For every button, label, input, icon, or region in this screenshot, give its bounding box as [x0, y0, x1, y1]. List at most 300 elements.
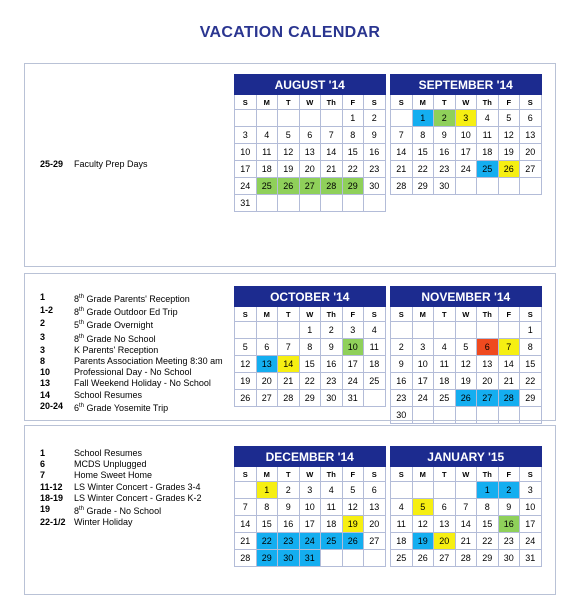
- day-cell: [299, 195, 321, 212]
- week-row: [235, 356, 386, 373]
- day-cell: 13: [520, 127, 542, 144]
- day-cell: 6: [434, 499, 456, 516]
- event-item: [40, 482, 202, 493]
- day-cell: 29: [520, 390, 542, 407]
- weekday-label: W: [455, 95, 477, 110]
- day-cell: 15: [256, 516, 278, 533]
- day-cell: 7: [455, 499, 477, 516]
- event-text: 6th Grade Yosemite Trip: [74, 402, 169, 413]
- day-cell: 1: [342, 110, 364, 127]
- day-cell: 11: [434, 356, 456, 373]
- day-cell: 25: [256, 178, 278, 195]
- weekday-label: T: [434, 307, 456, 322]
- event-text: K Parents' Reception: [74, 344, 159, 355]
- week-row: [391, 339, 542, 356]
- weekday-label: S: [364, 95, 386, 110]
- day-cell: 14: [455, 516, 477, 533]
- weekday-label: S: [391, 307, 413, 322]
- day-cell: 27: [434, 550, 456, 567]
- day-cell: 13: [364, 499, 386, 516]
- weekday-label: S: [520, 467, 542, 482]
- week-row: [391, 161, 542, 178]
- day-cell: [364, 390, 386, 407]
- event-date: 3: [40, 344, 46, 355]
- day-cell: 24: [455, 161, 477, 178]
- day-cell: 31: [520, 550, 542, 567]
- day-cell: 10: [412, 356, 434, 373]
- month-title: DECEMBER '14: [235, 447, 386, 467]
- weekday-label: F: [498, 467, 520, 482]
- day-cell: 30: [321, 390, 343, 407]
- weekday-label: S: [391, 95, 413, 110]
- day-cell: 22: [412, 161, 434, 178]
- day-cell: 28: [391, 178, 413, 195]
- day-cell: [391, 322, 413, 339]
- day-cell: 26: [455, 390, 477, 407]
- event-text: 8th Grade No School: [74, 333, 156, 344]
- day-cell: 4: [477, 110, 499, 127]
- day-cell: 16: [498, 516, 520, 533]
- day-cell: 15: [412, 144, 434, 161]
- day-cell: 23: [278, 533, 300, 550]
- weekday-label: M: [256, 307, 278, 322]
- event-text: Winter Holiday: [74, 517, 133, 528]
- event-item: [40, 493, 202, 504]
- weekday-label: Th: [477, 307, 499, 322]
- day-cell: 17: [235, 161, 257, 178]
- day-cell: [477, 322, 499, 339]
- day-cell: [299, 110, 321, 127]
- day-cell: 31: [299, 550, 321, 567]
- calendar-panel-oct-nov: [24, 273, 556, 421]
- day-cell: 23: [434, 161, 456, 178]
- weekday-label: T: [434, 95, 456, 110]
- day-cell: 21: [235, 533, 257, 550]
- day-cell: 28: [455, 550, 477, 567]
- day-cell: 2: [498, 482, 520, 499]
- day-cell: 23: [364, 161, 386, 178]
- day-cell: 7: [278, 339, 300, 356]
- day-cell: 7: [321, 127, 343, 144]
- weekday-label: W: [299, 467, 321, 482]
- weekday-label: F: [342, 95, 364, 110]
- month-title: JANUARY '15: [391, 447, 542, 467]
- day-cell: 17: [412, 373, 434, 390]
- day-cell: [391, 482, 413, 499]
- weekday-label: S: [520, 95, 542, 110]
- weekday-label: M: [256, 95, 278, 110]
- day-cell: 19: [342, 516, 364, 533]
- event-text: LS Winter Concert - Grades K-2: [74, 492, 202, 503]
- day-cell: 19: [235, 373, 257, 390]
- weekday-label: F: [498, 95, 520, 110]
- weekday-label: S: [235, 95, 257, 110]
- day-cell: 10: [299, 499, 321, 516]
- weekday-label: S: [235, 467, 257, 482]
- page-title: VACATION CALENDAR: [199, 24, 381, 41]
- day-cell: 2: [434, 110, 456, 127]
- event-text: 8th Grade Outdoor Ed Trip: [74, 307, 178, 318]
- day-cell: 17: [299, 516, 321, 533]
- day-cell: 4: [434, 339, 456, 356]
- week-row: [391, 356, 542, 373]
- day-cell: 24: [520, 533, 542, 550]
- day-cell: 4: [321, 482, 343, 499]
- weekday-label: Th: [477, 467, 499, 482]
- day-cell: 7: [498, 339, 520, 356]
- day-cell: [278, 110, 300, 127]
- day-cell: 8: [299, 339, 321, 356]
- event-date: 1: [40, 292, 46, 302]
- weekday-label: Th: [477, 95, 499, 110]
- day-cell: 15: [477, 516, 499, 533]
- day-cell: 6: [364, 482, 386, 499]
- week-row: [235, 161, 386, 178]
- day-cell: 1: [256, 482, 278, 499]
- day-cell: 3: [455, 110, 477, 127]
- day-cell: 20: [364, 516, 386, 533]
- day-cell: 25: [364, 373, 386, 390]
- event-text: 5th Grade Overnight: [74, 320, 154, 331]
- event-text: Parents Association Meeting 8:30 am: [74, 356, 223, 367]
- calendar-panel-aug-sep: [24, 63, 556, 267]
- weekday-label: M: [412, 307, 434, 322]
- weekday-label: T: [278, 467, 300, 482]
- day-cell: 23: [391, 390, 413, 407]
- day-cell: 9: [434, 127, 456, 144]
- weekday-label: W: [455, 467, 477, 482]
- event-item: [40, 356, 223, 367]
- day-cell: 31: [342, 390, 364, 407]
- week-row: [391, 516, 542, 533]
- event-item: [40, 159, 148, 170]
- day-cell: 5: [235, 339, 257, 356]
- day-cell: 9: [391, 356, 413, 373]
- day-cell: 18: [477, 144, 499, 161]
- event-item: [40, 401, 223, 414]
- week-row: [235, 127, 386, 144]
- day-cell: 9: [498, 499, 520, 516]
- day-cell: 6: [520, 110, 542, 127]
- weekday-label: F: [342, 307, 364, 322]
- day-cell: [434, 322, 456, 339]
- day-cell: 21: [278, 373, 300, 390]
- day-cell: [434, 407, 456, 424]
- day-cell: 4: [364, 322, 386, 339]
- day-cell: [520, 407, 542, 424]
- event-date: 8: [40, 356, 46, 367]
- day-cell: 12: [412, 516, 434, 533]
- day-cell: 27: [520, 161, 542, 178]
- event-text: Home Sweet Home: [74, 470, 153, 481]
- day-cell: 2: [391, 339, 413, 356]
- event-item: [40, 448, 202, 459]
- day-cell: 1: [299, 322, 321, 339]
- day-cell: 27: [256, 390, 278, 407]
- event-text: School Resumes: [74, 448, 143, 458]
- day-cell: 3: [520, 482, 542, 499]
- weekday-label: S: [391, 467, 413, 482]
- week-row: [235, 322, 386, 339]
- day-cell: [321, 550, 343, 567]
- day-cell: 2: [321, 322, 343, 339]
- day-cell: 14: [321, 144, 343, 161]
- day-cell: [364, 550, 386, 567]
- day-cell: 1: [477, 482, 499, 499]
- event-item: [40, 378, 223, 389]
- day-cell: [321, 195, 343, 212]
- day-cell: [235, 110, 257, 127]
- event-list: [40, 448, 202, 528]
- day-cell: [498, 178, 520, 195]
- event-item: [40, 292, 223, 305]
- day-cell: 4: [256, 127, 278, 144]
- day-cell: 11: [364, 339, 386, 356]
- day-cell: 29: [342, 178, 364, 195]
- day-cell: 18: [256, 161, 278, 178]
- day-cell: 24: [412, 390, 434, 407]
- day-cell: 21: [498, 373, 520, 390]
- event-list: [40, 159, 148, 170]
- day-cell: 18: [364, 356, 386, 373]
- event-text: 8th Grade - No School: [74, 506, 162, 517]
- day-cell: 12: [342, 499, 364, 516]
- day-cell: 30: [434, 178, 456, 195]
- day-cell: 14: [278, 356, 300, 373]
- day-cell: 22: [342, 161, 364, 178]
- day-cell: 20: [477, 373, 499, 390]
- day-cell: 13: [477, 356, 499, 373]
- day-cell: 18: [391, 533, 413, 550]
- week-row: [391, 482, 542, 499]
- day-cell: 21: [321, 161, 343, 178]
- week-row: [235, 110, 386, 127]
- day-cell: 3: [235, 127, 257, 144]
- event-date: 10: [40, 367, 51, 378]
- day-cell: 29: [256, 550, 278, 567]
- weekday-label: M: [256, 467, 278, 482]
- day-cell: 28: [321, 178, 343, 195]
- day-cell: 29: [477, 550, 499, 567]
- day-cell: 19: [412, 533, 434, 550]
- week-row: [235, 390, 386, 407]
- day-cell: 24: [342, 373, 364, 390]
- week-row: [391, 322, 542, 339]
- day-cell: 16: [278, 516, 300, 533]
- day-cell: 13: [256, 356, 278, 373]
- day-cell: 10: [520, 499, 542, 516]
- day-cell: 9: [321, 339, 343, 356]
- weekday-label: F: [342, 467, 364, 482]
- month-calendar: [234, 286, 386, 407]
- day-cell: 6: [477, 339, 499, 356]
- event-text: Fall Weekend Holiday - No School: [74, 378, 211, 389]
- week-row: [235, 550, 386, 567]
- day-cell: 7: [391, 127, 413, 144]
- day-cell: 27: [299, 178, 321, 195]
- day-cell: [412, 407, 434, 424]
- day-cell: 28: [235, 550, 257, 567]
- month-calendar: [390, 446, 542, 567]
- week-row: [391, 533, 542, 550]
- day-cell: 10: [235, 144, 257, 161]
- day-cell: 13: [299, 144, 321, 161]
- event-list: [40, 292, 223, 414]
- day-cell: 30: [498, 550, 520, 567]
- day-cell: 8: [256, 499, 278, 516]
- day-cell: [256, 322, 278, 339]
- month-title: NOVEMBER '14: [391, 287, 542, 307]
- day-cell: 4: [391, 499, 413, 516]
- day-cell: 31: [235, 195, 257, 212]
- event-date: 11-12: [40, 481, 63, 492]
- day-cell: 26: [278, 178, 300, 195]
- event-text: School Resumes: [74, 389, 143, 400]
- day-cell: [455, 322, 477, 339]
- weekday-label: W: [455, 307, 477, 322]
- day-cell: 18: [434, 373, 456, 390]
- day-cell: 1: [520, 322, 542, 339]
- day-cell: [455, 482, 477, 499]
- day-cell: [321, 110, 343, 127]
- day-cell: 6: [299, 127, 321, 144]
- day-cell: 30: [364, 178, 386, 195]
- weekday-label: W: [299, 95, 321, 110]
- event-date: 13: [40, 378, 51, 389]
- day-cell: 30: [391, 407, 413, 424]
- day-cell: 16: [391, 373, 413, 390]
- week-row: [235, 499, 386, 516]
- day-cell: [498, 407, 520, 424]
- day-cell: 20: [299, 161, 321, 178]
- month-calendar: [234, 446, 386, 567]
- day-cell: 12: [455, 356, 477, 373]
- week-row: [235, 195, 386, 212]
- week-row: [391, 407, 542, 424]
- event-item: [40, 332, 223, 345]
- day-cell: [455, 178, 477, 195]
- day-cell: 3: [299, 482, 321, 499]
- day-cell: 8: [477, 499, 499, 516]
- weekday-label: T: [278, 95, 300, 110]
- week-row: [235, 482, 386, 499]
- day-cell: [235, 482, 257, 499]
- event-date: 7: [40, 470, 46, 481]
- weekday-label: T: [434, 467, 456, 482]
- day-cell: 26: [342, 533, 364, 550]
- week-row: [391, 373, 542, 390]
- event-item: [40, 504, 202, 517]
- day-cell: [364, 195, 386, 212]
- event-item: [40, 459, 202, 470]
- day-cell: 5: [412, 499, 434, 516]
- day-cell: 27: [364, 533, 386, 550]
- day-cell: 25: [391, 550, 413, 567]
- month-calendar: [390, 74, 542, 195]
- day-cell: 11: [391, 516, 413, 533]
- day-cell: 3: [412, 339, 434, 356]
- week-row: [391, 144, 542, 161]
- day-cell: 7: [235, 499, 257, 516]
- day-cell: [278, 322, 300, 339]
- weekday-label: S: [235, 307, 257, 322]
- day-cell: 5: [342, 482, 364, 499]
- day-cell: 14: [235, 516, 257, 533]
- day-cell: [434, 482, 456, 499]
- day-cell: 12: [498, 127, 520, 144]
- event-item: [40, 345, 223, 356]
- month-calendar: [234, 74, 386, 212]
- day-cell: 3: [342, 322, 364, 339]
- week-row: [235, 339, 386, 356]
- day-cell: 15: [520, 356, 542, 373]
- day-cell: [391, 110, 413, 127]
- day-cell: 26: [235, 390, 257, 407]
- week-row: [235, 373, 386, 390]
- day-cell: 20: [434, 533, 456, 550]
- day-cell: 24: [299, 533, 321, 550]
- weekday-label: M: [412, 95, 434, 110]
- day-cell: 18: [321, 516, 343, 533]
- week-row: [391, 110, 542, 127]
- event-item: [40, 318, 223, 331]
- day-cell: 22: [520, 373, 542, 390]
- day-cell: 19: [498, 144, 520, 161]
- weekday-label: Th: [321, 95, 343, 110]
- day-cell: 16: [364, 144, 386, 161]
- event-date: 3: [40, 331, 46, 342]
- day-cell: 26: [498, 161, 520, 178]
- week-row: [235, 178, 386, 195]
- weekday-label: F: [498, 307, 520, 322]
- day-cell: 12: [278, 144, 300, 161]
- day-cell: 1: [412, 110, 434, 127]
- day-cell: 23: [498, 533, 520, 550]
- day-cell: 20: [256, 373, 278, 390]
- day-cell: 14: [391, 144, 413, 161]
- day-cell: 28: [278, 390, 300, 407]
- day-cell: 5: [278, 127, 300, 144]
- day-cell: 24: [235, 178, 257, 195]
- day-cell: 22: [299, 373, 321, 390]
- event-date: 22-1/2: [40, 517, 66, 528]
- event-item: [40, 305, 223, 318]
- weekday-label: Th: [321, 307, 343, 322]
- event-date: 20-24: [40, 400, 64, 411]
- event-date: 6: [40, 459, 46, 470]
- month-title: SEPTEMBER '14: [391, 75, 542, 95]
- event-item: [40, 390, 223, 401]
- event-date: 1: [40, 448, 46, 458]
- day-cell: 13: [434, 516, 456, 533]
- day-cell: 19: [278, 161, 300, 178]
- weekday-label: W: [299, 307, 321, 322]
- month-title: AUGUST '14: [235, 75, 386, 95]
- day-cell: 17: [342, 356, 364, 373]
- event-text: Faculty Prep Days: [74, 159, 148, 169]
- day-cell: 21: [455, 533, 477, 550]
- day-cell: [278, 195, 300, 212]
- day-cell: 6: [256, 339, 278, 356]
- event-date: 19: [40, 504, 51, 515]
- day-cell: 30: [278, 550, 300, 567]
- day-cell: 9: [278, 499, 300, 516]
- day-cell: [498, 322, 520, 339]
- event-date: 14: [40, 389, 51, 400]
- weekday-label: S: [364, 307, 386, 322]
- week-row: [391, 127, 542, 144]
- week-row: [391, 178, 542, 195]
